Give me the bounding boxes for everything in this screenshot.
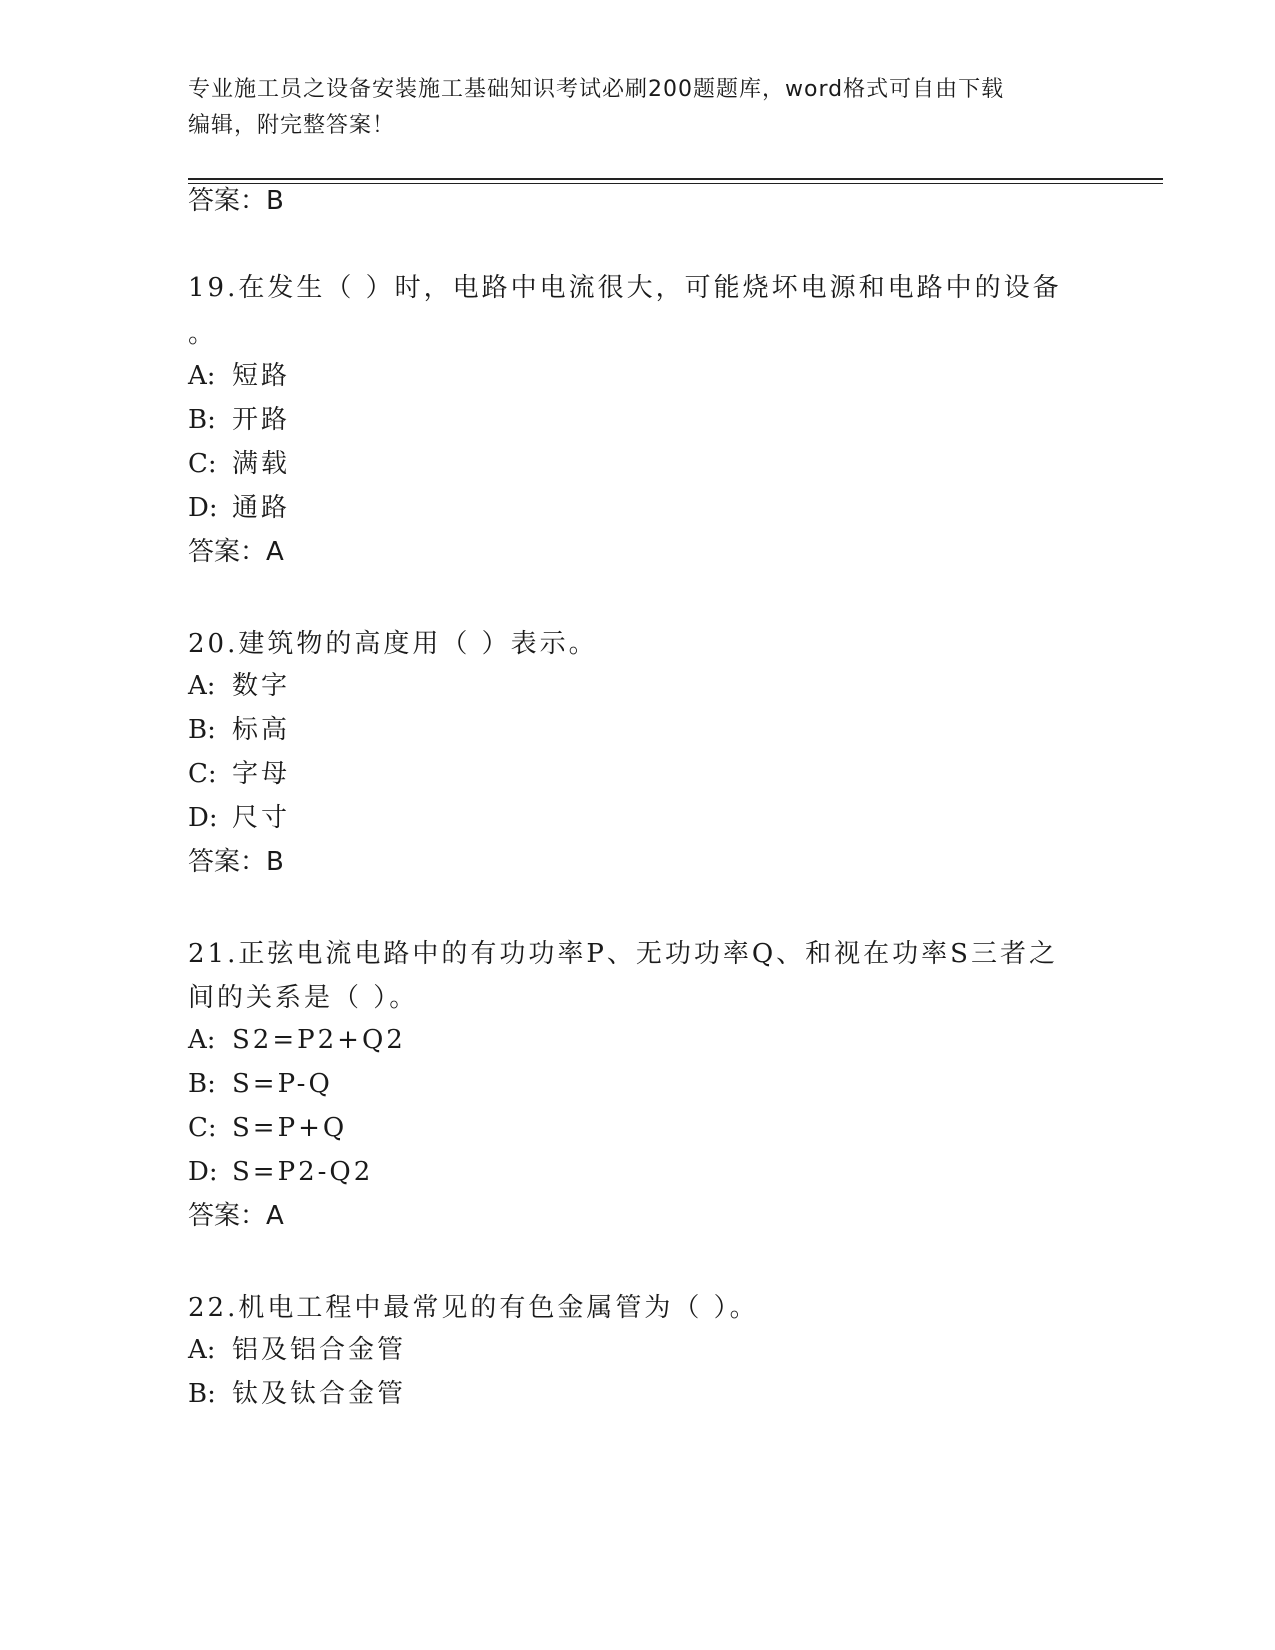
option-label: A:	[188, 361, 216, 391]
question-22-option-a	[188, 1333, 406, 1367]
question-20-option-b	[188, 713, 290, 747]
question-20-option-a	[188, 669, 290, 703]
option-text: 铝及铝合金管	[232, 1335, 407, 1365]
question-20-option-c	[188, 757, 290, 791]
option-text: 字母	[232, 759, 291, 789]
question-22-stem: 22.机电工程中最常见的有色金属管为（ ）。	[188, 1293, 759, 1323]
question-21-stem-cont: 间的关系是（ ）。	[188, 983, 419, 1013]
option-label: A:	[188, 1025, 216, 1055]
option-text: 满载	[232, 449, 291, 479]
question-21-option-b	[188, 1067, 333, 1101]
question-21-option-d	[188, 1155, 373, 1189]
option-label: D:	[188, 493, 218, 523]
question-19-option-d	[188, 491, 290, 525]
answer-previous: 答案：B	[188, 186, 284, 216]
option-label: C:	[188, 1113, 217, 1143]
option-label: C:	[188, 449, 217, 479]
option-text: S=P-Q	[232, 1069, 333, 1099]
question-19-stem-cont: 。	[188, 319, 218, 349]
question-19-option-a	[188, 359, 290, 393]
question-19-answer: 答案：A	[188, 537, 284, 567]
question-21-stem: 21.正弦电流电路中的有功功率P、无功功率Q、和视在功率S三者之	[188, 939, 1058, 969]
header-divider-thin	[188, 183, 1163, 184]
option-text: 开路	[232, 405, 291, 435]
document-header	[188, 72, 1088, 144]
question-22-option-b	[188, 1377, 406, 1411]
option-label: B:	[188, 1069, 216, 1099]
question-21-option-c	[188, 1111, 347, 1145]
option-label: B:	[188, 1379, 216, 1409]
option-label: B:	[188, 715, 216, 745]
question-20-option-d	[188, 801, 290, 835]
option-text: S=P+Q	[232, 1113, 348, 1143]
option-text: 钛及钛合金管	[232, 1379, 407, 1409]
question-20-answer: 答案：B	[188, 847, 284, 877]
option-label: B:	[188, 405, 216, 435]
option-label: D:	[188, 1157, 218, 1187]
option-text: 短路	[232, 361, 291, 391]
question-21-option-a	[188, 1023, 406, 1057]
question-20-stem: 20.建筑物的高度用（ ）表示。	[188, 629, 598, 659]
option-text: 通路	[232, 493, 291, 523]
option-label: C:	[188, 759, 217, 789]
option-text: 标高	[232, 715, 291, 745]
option-text: S2=P2+Q2	[232, 1025, 406, 1055]
option-text: 尺寸	[232, 803, 291, 833]
option-text: S=P2-Q2	[232, 1157, 374, 1187]
option-label: A:	[188, 671, 216, 701]
option-label: A:	[188, 1335, 216, 1365]
question-19-option-c	[188, 447, 290, 481]
option-text: 数字	[232, 671, 291, 701]
header-divider-thick	[188, 178, 1163, 180]
question-19-option-b	[188, 403, 290, 437]
option-label: D:	[188, 803, 218, 833]
question-19-stem: 19.在发生（ ）时，电路中电流很大，可能烧坏电源和电路中的设备	[188, 273, 1062, 303]
header-line-1: 专业施工员之设备安装施工基础知识考试必刷200题题库，word格式可自由下载	[188, 77, 1005, 102]
header-line-2: 编辑，附完整答案！	[188, 113, 396, 138]
question-21-answer: 答案：A	[188, 1201, 284, 1231]
